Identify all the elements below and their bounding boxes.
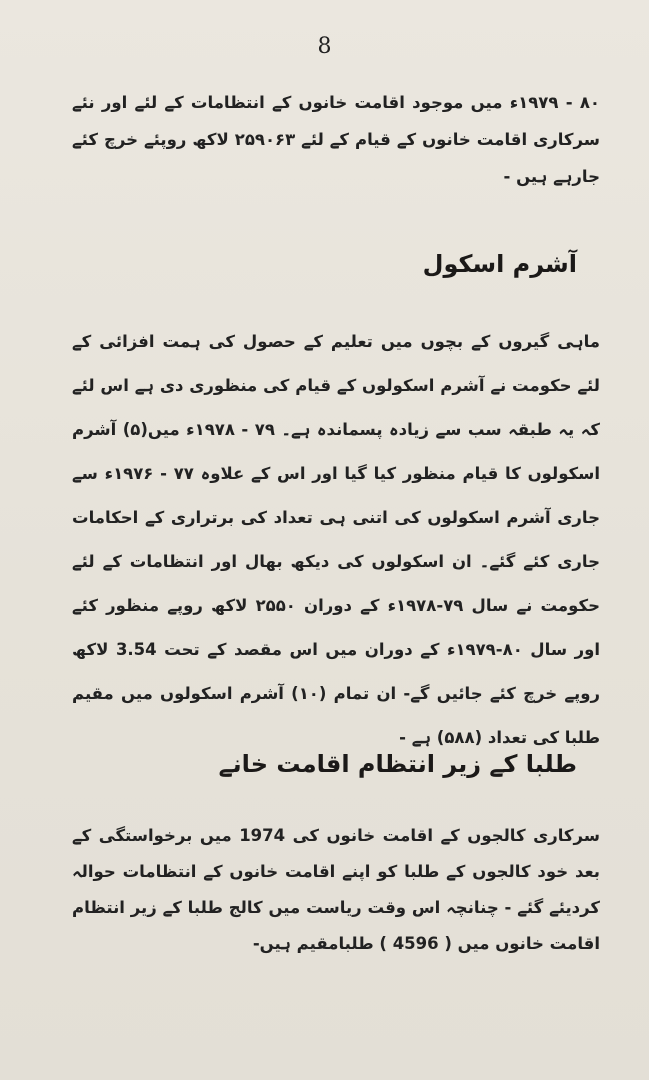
student-hostels-heading: طلبا کے زیر انتظام اقامت خانے xyxy=(218,750,577,778)
page-number: 8 xyxy=(317,34,332,59)
ashram-school-heading: آشرم اسکول xyxy=(422,250,577,278)
intro-paragraph: ۸۰ - ۱۹۷۹ء میں موجود اقامت خانوں کے انتظامات کے لئے اور نئے سرکاری اقامت خانوں کے قیام کے لئے ۲۵۹۰۶۳ لاکھ روپئے خرچ کئے جارہے ہیں - xyxy=(72,93,600,186)
ashram-paragraph-block xyxy=(72,320,600,760)
intro-paragraph-block xyxy=(72,84,600,195)
hostel-paragraph-block xyxy=(72,818,600,962)
hostel-paragraph: سرکاری کالجوں کے اقامت خانوں کی 1974 میں برخواستگی کے بعد خود کالجوں کے طلبا کو اپنے اقامت خانوں کے انتظامات حوالہ کردیئے گئے - چنانچہ اس وقت ریاست میں کالج طلبا کے زیر انتظام اقامت خانوں میں ( 4596 ) طلبامقیم ہیں- xyxy=(72,826,600,953)
ashram-paragraph: ماہی گیروں کے بچوں میں تعلیم کے حصول کی ہمت افزائی کے لئے حکومت نے آشرم اسکولوں کے قیام کی منظوری دی ہے اس لئے کہ یہ طبقہ سب سے زیادہ پسماندہ ہے۔ ۷۹ - ۱۹۷۸ء میں(۵) آشرم اسکولوں کا قیام منظور کیا گیا اور اس کے علاوہ ۷۷ - ۱۹۷۶ء سے جاری آشرم اسکولوں کی اتنی ہی تعداد کی برتراری کے احکامات جاری کئے گئے۔ ان اسکولوں کی دیکھ بھال اور انتظامات کے لئے حکومت نے سال ۷۹-۱۹۷۸ء کے دوران ۲۵۵۰ لاکھ روپے منظور کئے اور سال ۸۰-۱۹۷۹ء کے دوران میں اس مقصد کے تحت 3.54 لاکھ روپے خرچ کئے جائیں گے- ان تمام (۱۰) آشرم اسکولوں میں مقیم طلبا کی تعداد (۵۸۸) ہے - xyxy=(72,332,601,747)
